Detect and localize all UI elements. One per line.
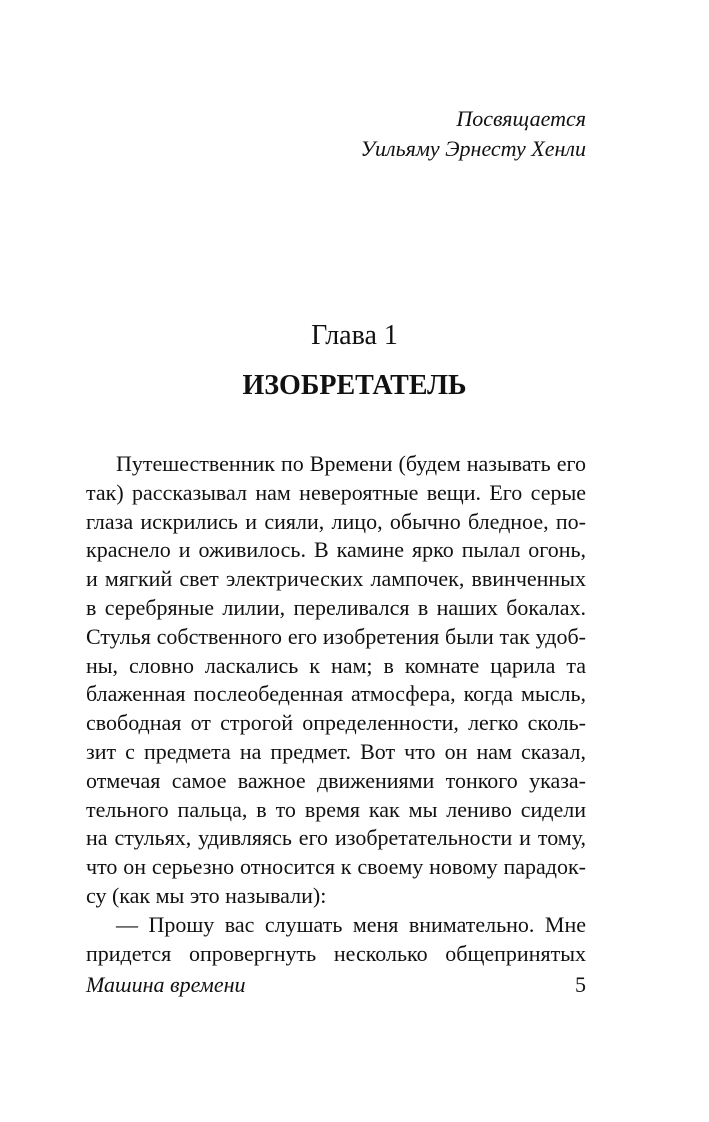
body-line: в серебряные лилии, переливался в наших бокалах. [86, 594, 586, 620]
body-line: что он серьезно относится к своему новому парадок- [86, 854, 586, 880]
body-line: зит с предмета на предмет. Вот что он нам сказал, [86, 738, 586, 764]
body-line: так) рассказывал нам невероятные вещи. Его серые [86, 479, 586, 505]
body-line: Путешественник по Времени (будем называть его [116, 451, 586, 476]
body-line: блаженная послеобеденная атмосфера, когда мысль, [86, 681, 586, 707]
body-line: отмечая самое важное движениями тонкого указа- [86, 767, 586, 793]
body-line: краснело и оживилось. В камине ярко пылал огонь, [86, 537, 586, 563]
chapter-body [86, 450, 586, 968]
body-line: су (как мы это называли): [86, 882, 327, 908]
body-line: — Прошу вас слушать меня внимательно. Мне [116, 911, 586, 937]
body-line: свободная от строгой определенности, легко сколь- [86, 710, 586, 736]
dedication [361, 104, 586, 164]
body-line: ны, словно ласкались к нам; в комнате царила та [86, 652, 586, 678]
chapter-number: Глава 1 [311, 320, 398, 351]
body-line: на стульях, удивляясь его изобретательности и тому, [86, 825, 586, 851]
body-line: и мягкий свет электрических лампочек, ввинченных [86, 566, 586, 592]
body-line: Стулья собственного его изобретения были так удоб- [86, 623, 586, 649]
dedication-line-2: Уильяму Эрнесту Хенли [360, 136, 586, 161]
running-title: Машина времени [86, 972, 246, 997]
chapter-title: ИЗОБРЕТАТЕЛЬ [242, 370, 467, 401]
body-line: придется опровергнуть несколько общепринятых [86, 940, 586, 966]
page-number: 5 [575, 972, 586, 997]
body-line: тельного пальца, в то время как мы лениво сидели [86, 796, 586, 822]
body-line: глаза искрились и сияли, лицо, обычно бледное, по- [86, 508, 586, 534]
dedication-line-1: Посвящается [456, 106, 586, 131]
